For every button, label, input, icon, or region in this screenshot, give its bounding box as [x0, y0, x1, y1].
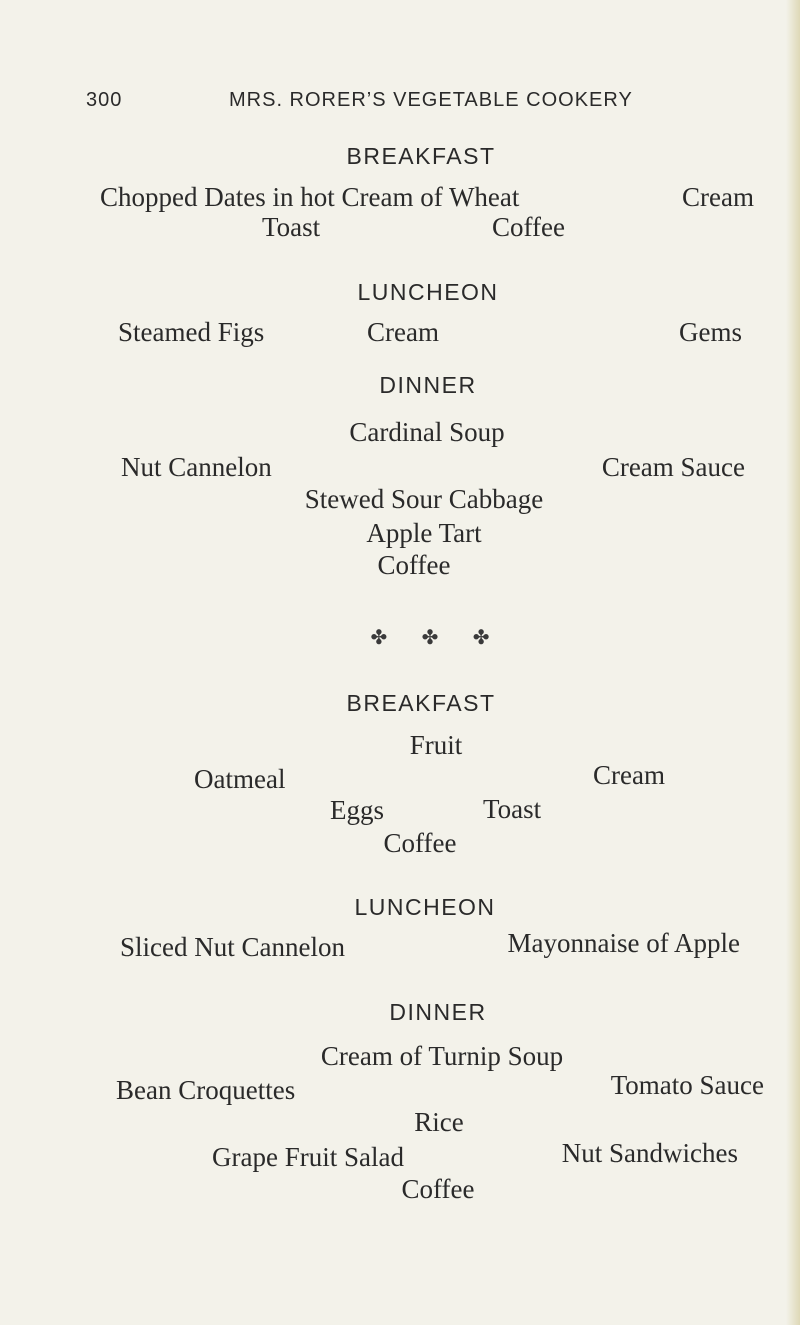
menu1-breakfast-item: Chopped Dates in hot Cream of Wheat [100, 182, 520, 212]
menu1-breakfast-item: Cream [682, 182, 754, 212]
menu2-breakfast-item: Cream [593, 760, 665, 790]
running-title: MRS. RORER’S VEGETABLE COOKERY [229, 89, 633, 111]
menu2-breakfast-item: Eggs [330, 795, 384, 825]
menu2-dinner-item: Grape Fruit Salad [212, 1142, 404, 1172]
menu1-luncheon-heading: LUNCHEON [357, 279, 499, 305]
menu1-dinner-item: Nut Cannelon [121, 452, 272, 482]
menu2-dinner-item: Rice [414, 1107, 464, 1137]
menu2-dinner-item: Coffee [401, 1174, 475, 1204]
page-number: 300 [86, 89, 123, 111]
menu2-breakfast-heading: BREAKFAST [346, 690, 496, 716]
menu2-luncheon-item: Mayonnaise of Apple [507, 928, 740, 958]
menu1-breakfast-item: Toast [262, 212, 321, 242]
menu1-dinner-item: Apple Tart [366, 518, 482, 548]
menu1-dinner-item: Cardinal Soup [349, 417, 505, 447]
menu1-dinner-item: Coffee [377, 550, 451, 580]
menu1-breakfast-heading: BREAKFAST [346, 143, 496, 169]
page-edge [786, 0, 800, 1325]
menu1-luncheon-item: Gems [679, 317, 742, 347]
menu2-dinner-item: Bean Croquettes [116, 1075, 296, 1105]
menu1-dinner-heading: DINNER [379, 372, 477, 398]
menu2-dinner-item: Cream of Turnip Soup [320, 1041, 564, 1071]
menu2-dinner-item: Tomato Sauce [610, 1070, 764, 1100]
ornament-separator: ✤ ✤ ✤ [370, 625, 504, 649]
menu2-breakfast-item: Fruit [409, 730, 463, 760]
menu1-luncheon-item: Steamed Figs [118, 317, 265, 347]
menu2-breakfast-item: Coffee [383, 828, 457, 858]
menu1-dinner-item: Stewed Sour Cabbage [304, 484, 544, 514]
menu2-breakfast-item: Toast [483, 794, 542, 824]
menu2-dinner-heading: DINNER [389, 999, 487, 1025]
menu2-breakfast-item: Oatmeal [194, 764, 286, 794]
menu1-dinner-item: Cream Sauce [601, 452, 745, 482]
menu2-dinner-item: Nut Sandwiches [561, 1138, 738, 1168]
menu1-breakfast-item: Coffee [492, 212, 565, 242]
menu1-luncheon-item: Cream [367, 317, 439, 347]
menu2-luncheon-item: Sliced Nut Cannelon [120, 932, 345, 962]
menu2-luncheon-heading: LUNCHEON [354, 894, 496, 920]
